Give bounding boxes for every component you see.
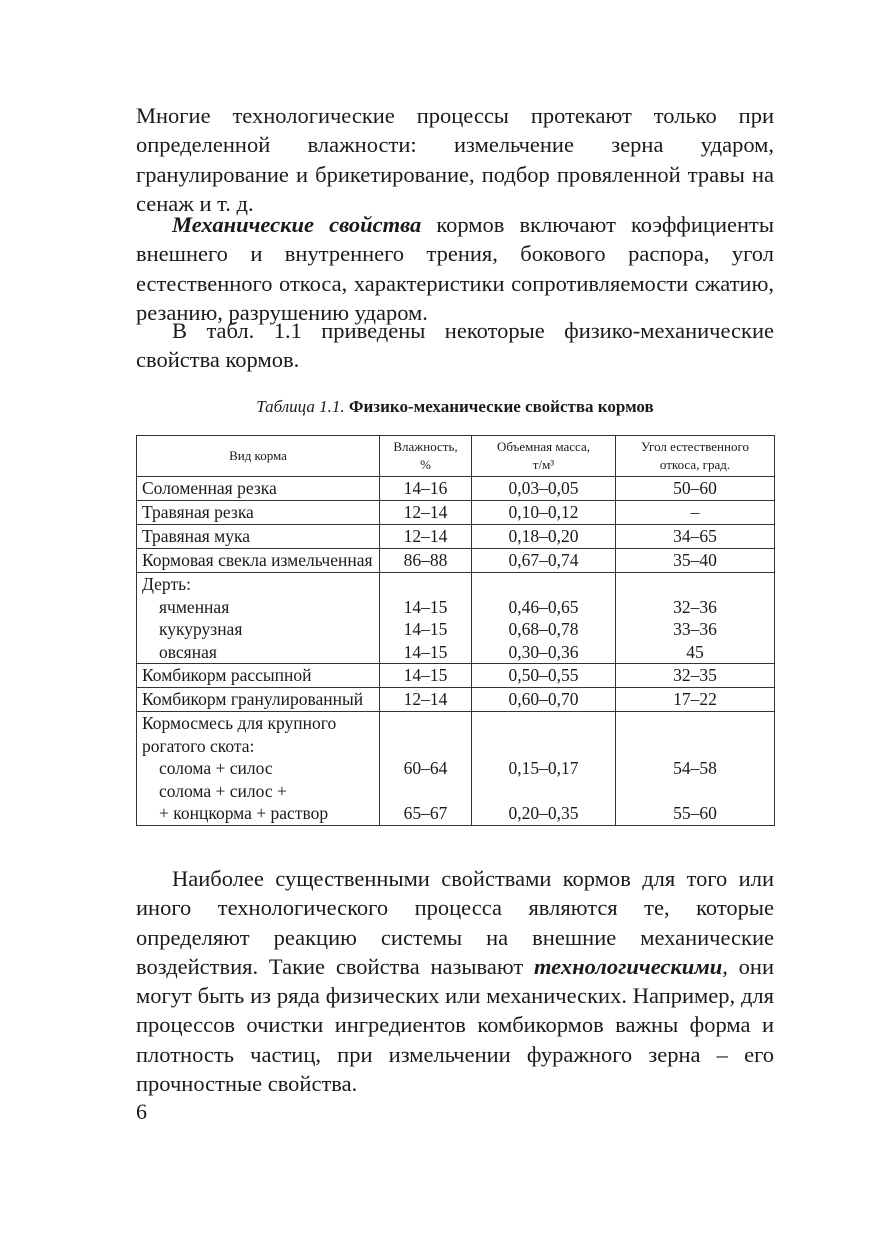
mix-angle: 54–58 <box>673 758 717 778</box>
dert-angle: 33–36 <box>673 619 717 639</box>
header-density-label: Объемная масса, <box>497 439 590 454</box>
dert-moisture: 14–15 <box>403 641 448 662</box>
cell-angle: 34–65 <box>616 525 775 549</box>
header-density-unit: т/м³ <box>532 457 555 472</box>
cell-density <box>472 712 616 826</box>
dert-item-name: ячменная <box>159 596 230 617</box>
cell-density <box>472 573 616 664</box>
paragraph-2 <box>136 210 774 327</box>
cell-moisture: 12–14 <box>380 525 472 549</box>
table-header-row <box>137 436 775 477</box>
paragraph-4-text-cont: , они могут быть из ряда физических или механических. Например, для процессов очистки ингредиентов комбикормов важны форма и плотность частиц, при измельчении фуражного зерна – его прочностные свойства. <box>136 953 774 1097</box>
cell-name: Комбикорм рассыпной <box>137 664 380 688</box>
header-feed-type-label: Вид корма <box>229 448 287 463</box>
dert-item-name: кукурузная <box>159 619 243 639</box>
mix-moisture: 60–64 <box>403 758 448 778</box>
cell-angle: 17–22 <box>616 688 775 712</box>
cell-density: 0,50–0,55 <box>472 664 616 688</box>
dert-density: 0,46–0,65 <box>508 596 579 617</box>
table-row <box>137 688 775 712</box>
table-row <box>137 664 775 688</box>
cell-name: Кормовая свекла измельченная <box>137 549 380 573</box>
header-feed-type <box>137 436 380 477</box>
cell-moisture: 12–14 <box>380 501 472 525</box>
table-caption <box>136 397 774 417</box>
paragraph-3: В табл. 1.1 приведены некоторые физико-механические свойства кормов. <box>136 318 774 373</box>
cell-density: 0,03–0,05 <box>472 477 616 501</box>
cell-moisture: 14–16 <box>380 477 472 501</box>
table-row-dert <box>137 573 775 664</box>
table-caption-title: Физико-механические свойства кормов <box>348 397 654 416</box>
page-number: 6 <box>136 1099 147 1124</box>
dert-moisture: 14–15 <box>403 619 448 639</box>
cell-density: 0,10–0,12 <box>472 501 616 525</box>
header-moisture <box>380 436 472 477</box>
header-moisture-unit: % <box>420 457 431 472</box>
cell-density: 0,60–0,70 <box>472 688 616 712</box>
table-row <box>137 501 775 525</box>
cell-name: Соломенная резка <box>137 477 380 501</box>
mix-title: Кормосмесь для крупного <box>142 713 337 733</box>
paragraph-2-text: кормов включают коэффициенты внешнего и внутреннего трения, бокового распора, угол естественного откоса, характеристики сопротивляемости сжатию, резанию, разрушению ударом. <box>136 212 774 325</box>
cell-angle: 32–35 <box>616 664 775 688</box>
cell-name: Травяная резка <box>137 501 380 525</box>
term-technological: технологическими <box>533 953 723 979</box>
mix-density: 0,15–0,17 <box>508 758 579 778</box>
header-angle-label: Угол естественного <box>641 439 749 454</box>
table-row-mix <box>137 712 775 826</box>
dert-density: 0,30–0,36 <box>508 641 579 662</box>
dert-moisture: 14–15 <box>403 596 448 617</box>
table-row <box>137 549 775 573</box>
header-moisture-label: Влажность, <box>393 439 458 454</box>
cell-moisture: 86–88 <box>380 549 472 573</box>
table-caption-label: Таблица 1.1. <box>256 397 345 416</box>
cell-density: 0,67–0,74 <box>472 549 616 573</box>
paragraph-1: Многие технологические процессы протекают только при определенной влажности: измельчение зерна ударом, гранулирование и брикетирование, подбор провяленной травы на сенаж и т. д. <box>136 103 774 216</box>
cell-angle: 50–60 <box>616 477 775 501</box>
cell-angle <box>616 573 775 664</box>
paragraph-4 <box>136 864 774 1098</box>
cell-name <box>137 712 380 826</box>
properties-table <box>136 435 775 826</box>
dert-density: 0,68–0,78 <box>508 619 579 639</box>
cell-moisture <box>380 712 472 826</box>
mix-density: 0,20–0,35 <box>508 803 579 823</box>
cell-angle: 35–40 <box>616 549 775 573</box>
mix-angle: 55–60 <box>673 803 717 823</box>
cell-density: 0,18–0,20 <box>472 525 616 549</box>
mix-item-name-cont: + концкорма + раствор <box>159 803 329 823</box>
term-mechanical-properties: Механические свойства <box>172 212 422 237</box>
cell-name: Травяная мука <box>137 525 380 549</box>
dert-title: Дерть: <box>142 574 191 594</box>
header-angle-unit: откоса, град. <box>659 457 731 472</box>
dert-angle: 45 <box>686 641 704 662</box>
table-row <box>137 525 775 549</box>
mix-moisture: 65–67 <box>403 803 448 823</box>
dert-angle: 32–36 <box>673 596 717 617</box>
header-angle <box>616 436 775 477</box>
cell-moisture: 12–14 <box>380 688 472 712</box>
table-row <box>137 477 775 501</box>
cell-angle: – <box>616 501 775 525</box>
paragraph-4-text: Наиболее существенными свойствами кормов для того или иного технологического процесса являются те, которые определяют реакцию системы на внешние механические воздействия. Такие свойства называют <box>136 866 774 979</box>
mix-item-name: солома + силос <box>159 758 273 778</box>
cell-angle <box>616 712 775 826</box>
cell-moisture <box>380 573 472 664</box>
header-density <box>472 436 616 477</box>
cell-name: Комбикорм гранулированный <box>137 688 380 712</box>
mix-item-name: солома + силос + <box>159 780 287 801</box>
mix-title-cont: рогатого скота: <box>142 735 255 756</box>
cell-moisture: 14–15 <box>380 664 472 688</box>
cell-name <box>137 573 380 664</box>
dert-item-name: овсяная <box>159 641 217 662</box>
